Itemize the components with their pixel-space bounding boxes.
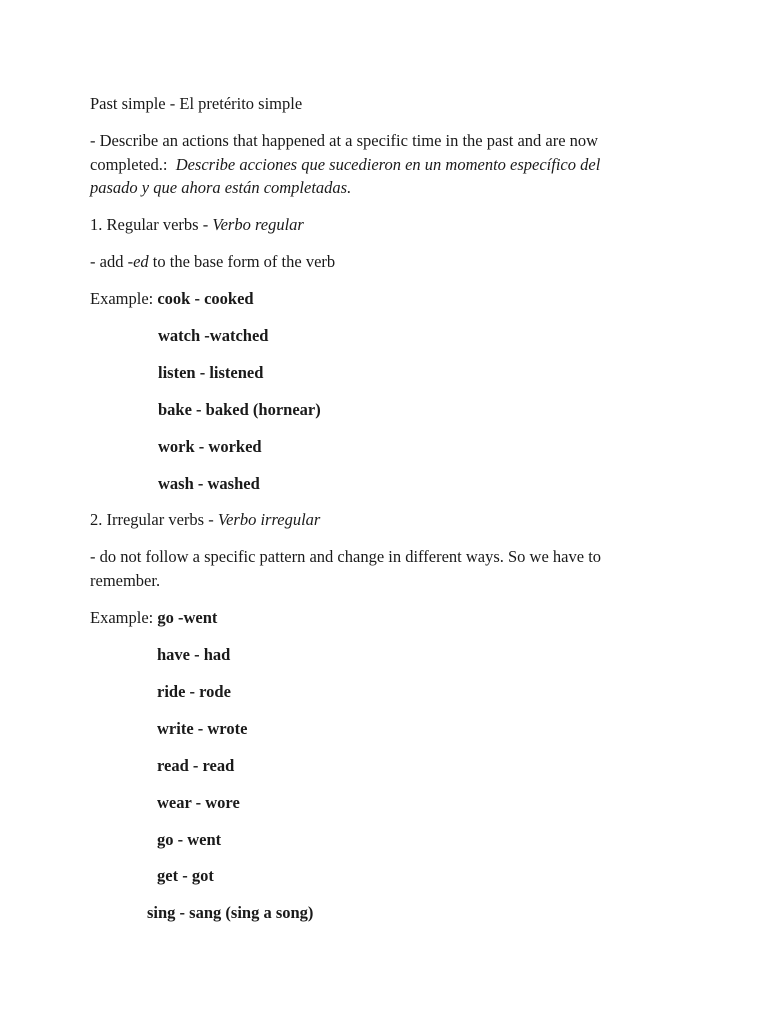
irregular-verb — [157, 828, 221, 851]
irregular-verb-text: read - read — [157, 756, 235, 775]
regular-heading-en: 1. Regular verbs - — [90, 215, 213, 234]
regular-example-first: cook - cooked — [157, 289, 254, 308]
irregular-heading-es: Verbo irregular — [217, 510, 321, 529]
regular-verb — [158, 435, 262, 458]
irregular-verb — [157, 791, 240, 814]
description-en: - Describe an actions that happened at a specific time in the past and are now completed.: — [90, 131, 599, 174]
description-es: Describe acciones que sucedieron en un momento específico del pasado y que ahora están completadas. — [90, 154, 601, 197]
regular-heading — [90, 213, 304, 236]
regular-verb-text: work - worked — [158, 437, 262, 456]
regular-heading-es: Verbo regular — [212, 215, 304, 234]
regular-verb-text: watch -watched — [158, 326, 269, 345]
regular-rule-rest: to the base form of the verb — [148, 252, 336, 271]
irregular-verb — [157, 864, 214, 887]
regular-rule-prefix: - add — [90, 252, 128, 271]
irregular-verb-text: get - got — [157, 866, 214, 885]
irregular-verb — [157, 754, 234, 777]
irregular-verb — [157, 717, 247, 740]
irregular-example-first: go -went — [157, 608, 218, 627]
irregular-verb — [157, 643, 230, 666]
regular-verb-text: listen - listened — [158, 363, 264, 382]
page-title: Past simple - El pretérito simple — [90, 94, 303, 113]
regular-rule — [90, 250, 335, 273]
regular-verb — [158, 398, 321, 421]
irregular-verb-text: have - had — [157, 645, 231, 664]
irregular-verb-last — [147, 901, 313, 924]
irregular-verb-text: write - wrote — [157, 719, 248, 738]
irregular-example — [90, 606, 217, 629]
irregular-rule: - do not follow a specific pattern and change in different ways. So we have to remember. — [90, 547, 602, 590]
regular-verb — [158, 361, 263, 384]
regular-rule-suffix: -ed — [127, 252, 149, 271]
irregular-example-label: Example: — [90, 608, 158, 627]
regular-example — [90, 287, 254, 310]
irregular-verb-text: wear - wore — [157, 793, 240, 812]
irregular-verb-text: sing - sang (sing a song) — [147, 903, 314, 922]
irregular-verb-text: go - went — [157, 830, 222, 849]
description-paragraph — [90, 129, 650, 200]
irregular-heading-en: 2. Irregular verbs - — [90, 510, 218, 529]
regular-verb-text: bake - baked (hornear) — [158, 400, 321, 419]
regular-verb — [158, 324, 268, 347]
irregular-verb — [157, 680, 231, 703]
irregular-heading — [90, 508, 320, 531]
irregular-verb-text: ride - rode — [157, 682, 231, 701]
regular-verb-text: wash - washed — [158, 474, 260, 493]
regular-verb — [158, 472, 260, 495]
regular-example-label: Example: — [90, 289, 158, 308]
